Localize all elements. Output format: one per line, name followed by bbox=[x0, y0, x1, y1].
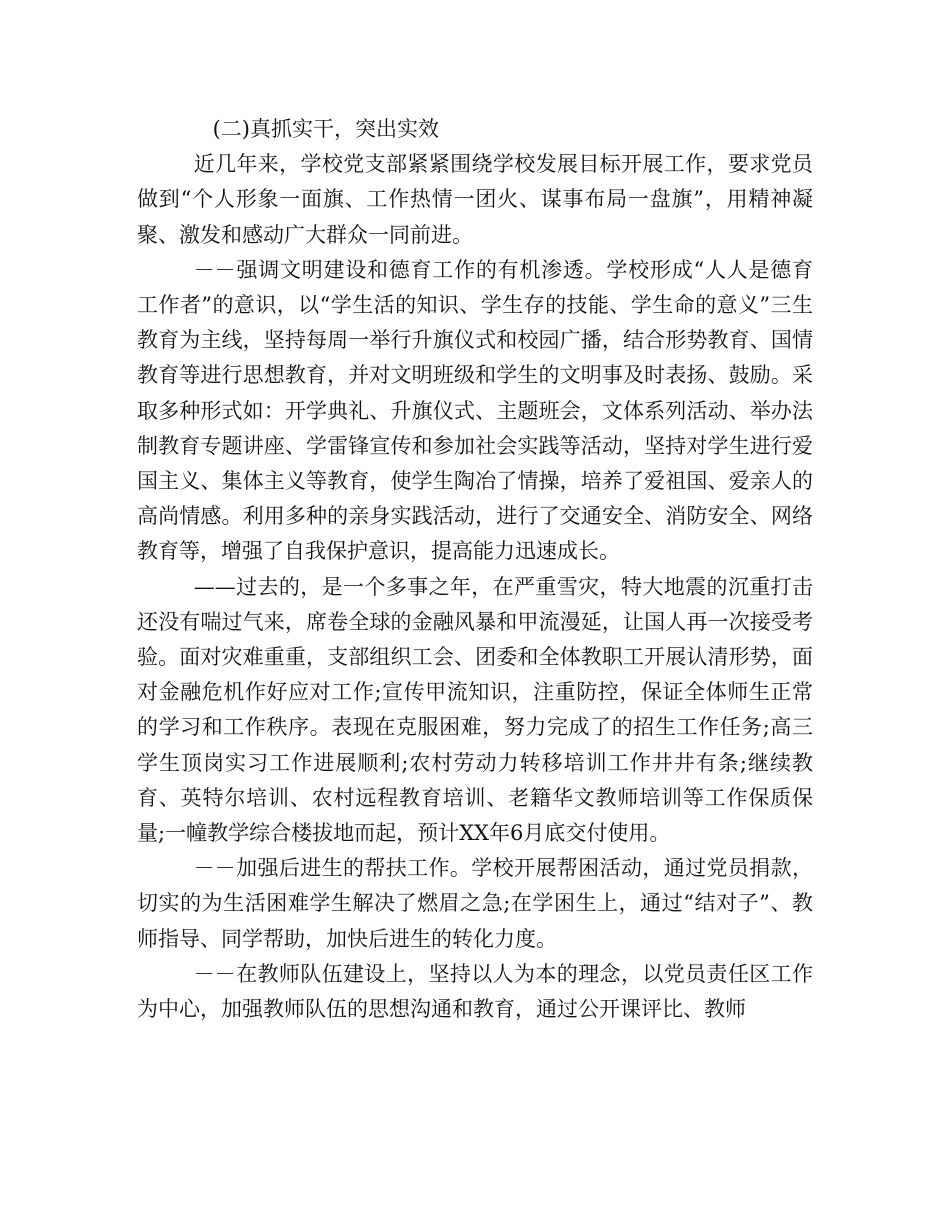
paragraph-intro: 近几年来，学校党支部紧紧围绕学校发展目标开展工作，要求党员做到“个人形象一面旗、工作热情一团火、谋事布局一盘旗”，用精神凝聚、激发和感动广大群众一同前进。 bbox=[137, 152, 813, 247]
paragraph-past-year: ——过去的，是一个多事之年，在严重雪灾，特大地震的沉重打击还没有喘过气来，席卷全球的金融风暴和甲流漫延，让国人再一次接受考验。面对灾难重重，支部组织工会、团委和全体教职工开展认清形势，面对金融危机作好应对工作;宣传甲流知识，注重防控，保证全体师生正常的学习和工作秩序。表现在克服困难，努力完成了的招生工作任务;高三学生顶岗实习工作进展顺利;农村劳动力转移培训工作井井有条;继续教育、英特尔培训、农村远程教育培训、老籍华文教师培训等工作保质保量;一幢教学综合楼拔地而起，预计XX年6月底交付使用。 bbox=[137, 574, 813, 846]
section-heading: (二)真抓实干，突出实效 bbox=[212, 117, 439, 141]
paragraph-teacher-team: －－在教师队伍建设上，坚持以人为本的理念，以党员责任区工作为中心，加强教师队伍的思想沟通和教育，通过公开课评比、教师 bbox=[137, 961, 813, 1022]
paragraph-moral-education: －－强调文明建设和德育工作的有机渗透。学校形成“人人是德育工作者”的意识，以“学生活的知识、学生存的技能、学生命的意义”三生教育为主线，坚持每周一举行升旗仪式和校园广播，结合形势教育、国情教育等进行思想教育，并对文明班级和学生的文明事及时表扬、鼓励。采取多种形式如：开学典礼、升旗仪式、主题班会，文体系列活动、举办法制教育专题讲座、学雷锋宣传和参加社会实践等活动，坚持对学生进行爱国主义、集体主义等教育，使学生陶冶了情操，培养了爱祖国、爱亲人的高尚情感。利用多种的亲身实践活动，进行了交通安全、消防安全、网络教育等，增强了自我保护意识，提高能力迅速成长。 bbox=[137, 257, 813, 564]
paragraph-student-support: －－加强后进生的帮扶工作。学校开展帮困活动，通过党员捐款，切实的为生活困难学生解决了燃眉之急;在学困生上，通过“结对子”、教师指导、同学帮助，加快后进生的转化力度。 bbox=[137, 856, 813, 951]
document-body bbox=[137, 112, 813, 1027]
